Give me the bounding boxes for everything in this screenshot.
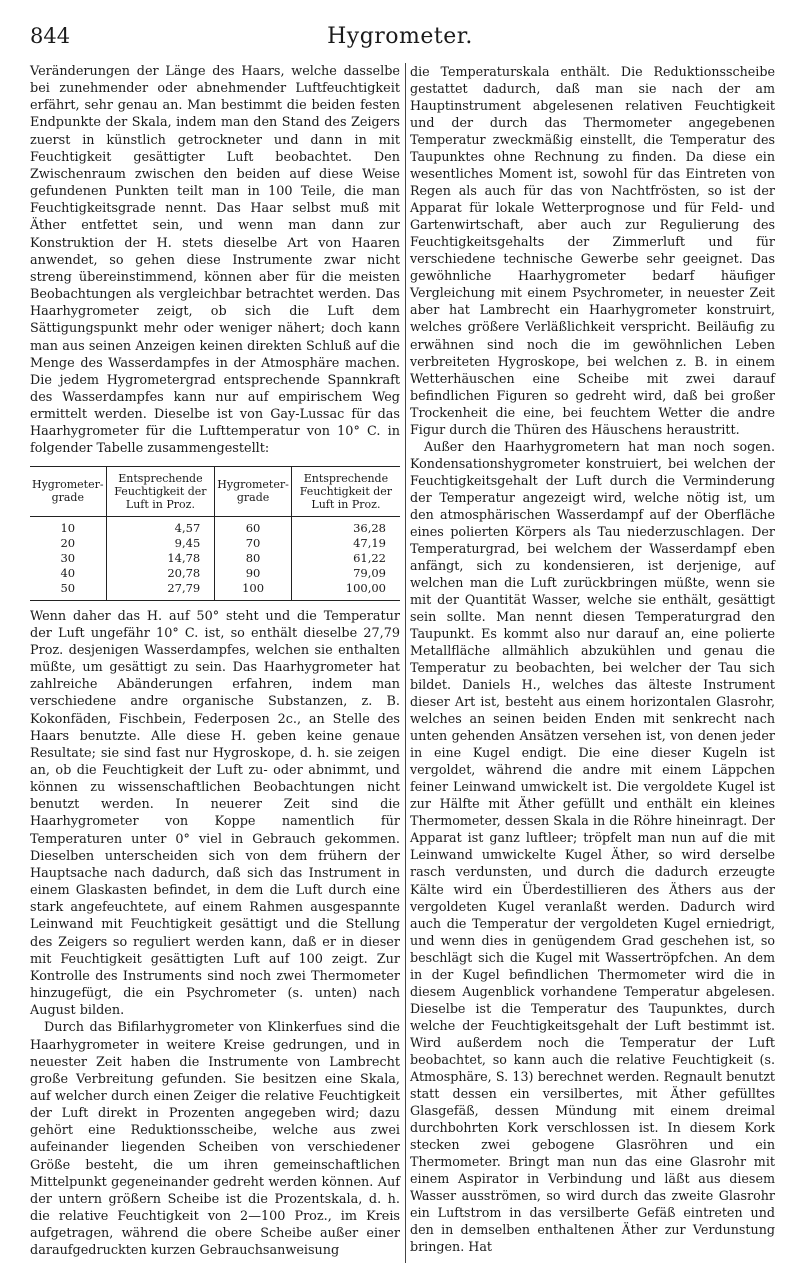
table-cell: 100 [215, 581, 292, 601]
table-cell: 27,79 [106, 581, 215, 601]
table-cell: 60 [215, 516, 292, 536]
table-cell: 36,28 [291, 516, 400, 536]
table-cell: 40 [60, 565, 76, 580]
table-row [30, 566, 400, 581]
table-row [30, 581, 400, 601]
paragraph: Außer den Haarhygrometern hat man noch sogen. Kondensationshygrometer konstruiert, bei welchen der Feuchtigkeitsgehalt der Luft durch die Verminderung der Temperatur angezeigt wird, welche nötig ist, um den atmosphärischen Wasserdampf auf der Oberfläche eines polierten Körpers als Tau niederzuschlagen. Der Temperaturgrad, bei welchem der Wasserdampf eben anfängt, sich zu kondensieren, ist derjenige, auf welchen man die Luft zurückbringen müßte, wenn sie mit der Quantität Wasser, welche sie enthält, gesättigt sein sollte. Man nennt diesen Temperaturgrad den Taupunkt. Es kommt also nur darauf an, eine polierte Metallfläche allmählich abzukühlen und genau die Temperatur zu beobachten, bei welcher der Tau sich bildet. Daniels H., welches das älteste Instrument dieser Art ist, besteht aus einem horizontalen Glasrohr, welches an seinen beiden Enden mit senkrecht nach unten gehenden Ansätzen versehen ist, von denen jeder in eine Kugel endigt. Die eine dieser Kugeln ist vergoldet, während die andre mit einem Läppchen feiner Leinwand umwickelt ist. Die vergoldete Kugel ist zur Hälfte mit Äther gefüllt und enthält ein kleines Thermometer, dessen Skala in die Röhre hineinragt. Der Apparat ist ganz luftleer; tröpfelt man nun auf die mit Leinwand umwickelte Kugel Äther, so wird derselbe rasch verdunsten, und durch die dadurch erzeugte Kälte wird ein Überdestillieren des Äthers aus der vergoldeten Kugel veranlaßt werden. Dadurch wird auch die Temperatur der vergoldeten Kugel erniedrigt, und wenn dies in genügendem Grad geschehen ist, so beschlägt sich die Kugel mit Wassertröpfchen. An dem in der Kugel befindlichen Thermometer wird die in diesem Augenblick vorhandene Temperatur abgelesen. Dieselbe ist die Temperatur des Taupunktes, durch welche der Feuchtigkeitsgehalt der Luft bestimmt ist. Wird außerdem noch die Temperatur der Luft beobachtet, so kann auch die relative Feuchtigkeit (s. Atmosphäre, S. 13) berechnet werden. Regnault benutzt statt dessen ein versilbertes, mit Äther gefülltes Glasgefäß, dessen Mündung mit einem dreimal durchbohrten Kork verschlossen ist. In diesem Kork stecken zwei gebogene Glasröhren und ein Thermometer. Bringt man nun das eine Glasrohr mit einem Aspirator in Verbindung und läßt aus diesem Wasser ausströmen, so wird durch das zweite Glasrohr ein Luftstrom in das versilberte Gefäß eintreten und den in demselben enthaltenen Äther zur Verdunstung bringen. Hat [410, 438, 775, 1255]
table-cell: 10 [60, 520, 76, 535]
table-row [30, 536, 400, 551]
hygrometer-table [30, 466, 400, 601]
paragraph: Durch das Bifilarhygrometer von Klinkerfues sind die Haarhygrometer in weitere Kreise gedrungen, und in neuester Zeit haben die Instrumente von Lambrecht große Verbreitung gefunden. Sie besitzen eine Skala, auf welcher durch einen Zeiger die relative Feuchtigkeit der Luft direkt in Prozenten angegeben wird; dazu gehört eine Reduktionsscheibe, welche aus zwei aufeinander liegenden Scheiben von verschiedener Größe besteht, die um ihren gemeinschaftlichen Mittelpunkt gegeneinander gedreht werden können. Auf der untern größern Scheibe ist die Prozentskala, d. h. die relative Feuchtigkeit von 2—100 Proz., im Kreis aufgetragen, während die obere Scheibe außer einer daraufgedruckten kurzen Gebrauchsanweisung [30, 1020, 400, 1259]
table-cell: 4,57 [106, 516, 215, 536]
table-header-cell: Entsprechende Feuchtigkeit der Luft in Proz. [106, 466, 215, 516]
table-cell: 50 [30, 581, 106, 601]
table-cell: 90 [215, 566, 292, 581]
page-header [30, 24, 770, 54]
paragraph: Veränderungen der Länge des Haars, welche dasselbe bei zunehmender oder abnehmender Luftfeuchtigkeit erfährt, sehr genau an. Man bestimmt die beiden festen Endpunkte der Skala, indem man den Stand des Zeigers zuerst in künstlich getrockneter und dann in mit Feuchtigkeit gesättigter Luft beobachtet. Den Zwischenraum zwischen den beiden auf diese Weise gefundenen Punkten teilt man in 100 Teile, die man Feuchtigkeitsgrade nennt. Das Haar selbst muß mit Äther entfettet sein, und wenn man dann zur Konstruktion der H. stets dieselbe Art von Haaren anwendet, so gehen diese Instrumente zwar nicht streng übereinstimmend, können aber für die meisten Beobachtungen als vergleichbar betrachtet werden. Das Haarhygrometer zeigt, ob sich die Luft dem Sättigungspunkt mehr oder weniger nähert; doch kann man aus seinen Anzeigen keinen direkten Schluß auf die Menge des Wasserdampfes in der Atmosphäre machen. Die jedem Hygrometergrad entsprechende Spannkraft des Wasserdampfes kann nur auf empirischem Weg ermittelt werden. Dieselbe ist von Gay-Lussac für das Haarhygrometer für die Lufttemperatur von 10° C. in folgender Tabelle zusammengestellt: [30, 64, 400, 457]
table-cell: 100,00 [291, 581, 400, 601]
table-cell: 14,78 [106, 551, 215, 566]
table-row [30, 551, 400, 566]
paragraph: Wenn daher das H. auf 50° steht und die Temperatur der Luft ungefähr 10° C. ist, so enthält dieselbe 27,79 Proz. desjenigen Wasserdampfes, welchen sie enthalten müßte, um gesättigt zu sein. Das Haarhygrometer hat zahlreiche Abänderungen erfahren, indem man verschiedene andre organische Substanzen, z. B. Kokonfäden, Fischbein, Federposen 2c., an Stelle des Haars benutzte. Alle diese H. geben keine genaue Resultate; sie sind fast nur Hygroskope, d. h. sie zeigen an, ob die Feuchtigkeit der Luft zu- oder abnimmt, und können zu wissenschaftlichen Beobachtungen nicht benutzt werden. In neuerer Zeit sind die Haarhygrometer von Koppe namentlich für Temperaturen unter 0° viel in Gebrauch gekommen. Dieselben unterscheiden sich von dem frühern der Hauptsache nach dadurch, daß sich das Instrument in einem Glaskasten befindet, in dem die Luft durch eine stark angefeuchtete, auf einem Rahmen ausgespannte Leinwand mit Feuchtigkeit gesättigt und die Stellung des Zeigers so reguliert werden kann, daß er in dieser mit Feuchtigkeit gesättigten Luft auf 100 zeigt. Zur Kontrolle des Instruments sind noch zwei Thermometer hinzugefügt, die ein Psychrometer (s. unten) nach August bilden. [30, 608, 400, 1019]
table-cell: 20 [60, 535, 76, 550]
table-cell: 79,09 [291, 566, 400, 581]
table-cell: 80 [215, 551, 292, 566]
running-title: Hygrometer. [327, 24, 473, 49]
table-cell: 9,45 [106, 536, 215, 551]
table-row [30, 516, 400, 536]
table-cell: 47,19 [291, 536, 400, 551]
column-divider [405, 63, 406, 1263]
table-header-cell: Entsprechende Feuchtigkeit der Luft in Proz. [291, 466, 400, 516]
table-cell: 30 [60, 550, 76, 565]
paragraph: die Temperaturskala enthält. Die Reduktionsscheibe gestattet dadurch, daß man sie nach der am Hauptinstrument abgelesenen relativen Feuchtigkeit und der durch das Thermometer angegebenen Temperatur zweckmäßig einstellt, die Temperatur des Taupunktes ohne Rechnung zu finden. Da diese ein wesentliches Moment ist, sowohl für das Eintreten von Regen als auch für das von Nachtfrösten, so ist der Apparat für lokale Wetterprognose und für Feld- und Gartenwirtschaft, aber auch zur Regulierung des Feuchtigkeitsgehalts der Zimmerluft und für verschiedene technische Gewerbe sehr geeignet. Das gewöhnliche Haarhygrometer bedarf häufiger Vergleichung mit einem Psychrometer, in neuester Zeit aber hat Lambrecht ein Haarhygrometer konstruirt, welches größere Verläßlichkeit verspricht. Beiläufig zu erwähnen sind noch die im gewöhnlichen Leben verbreiteten Hygroskope, bei welchen z. B. in einem Wetterhäuschen eine Scheibe mit zwei darauf befindlichen Figuren so gedreht wird, daß bei großer Trockenheit die eine, bei feuchtem Wetter die andre Figur durch die Thüren des Häuschens heraustritt. [410, 64, 775, 437]
left-column [30, 63, 400, 1260]
table-header-cell: Hygrometer-grade [30, 466, 106, 516]
table-cell: 20,78 [106, 566, 215, 581]
right-column [410, 63, 775, 1255]
table-header-row [30, 466, 400, 516]
table-cell: 70 [215, 536, 292, 551]
table-header-cell: Hygrometer-grade [215, 466, 292, 516]
table-cell: 61,22 [291, 551, 400, 566]
page-number: 844 [30, 24, 71, 48]
